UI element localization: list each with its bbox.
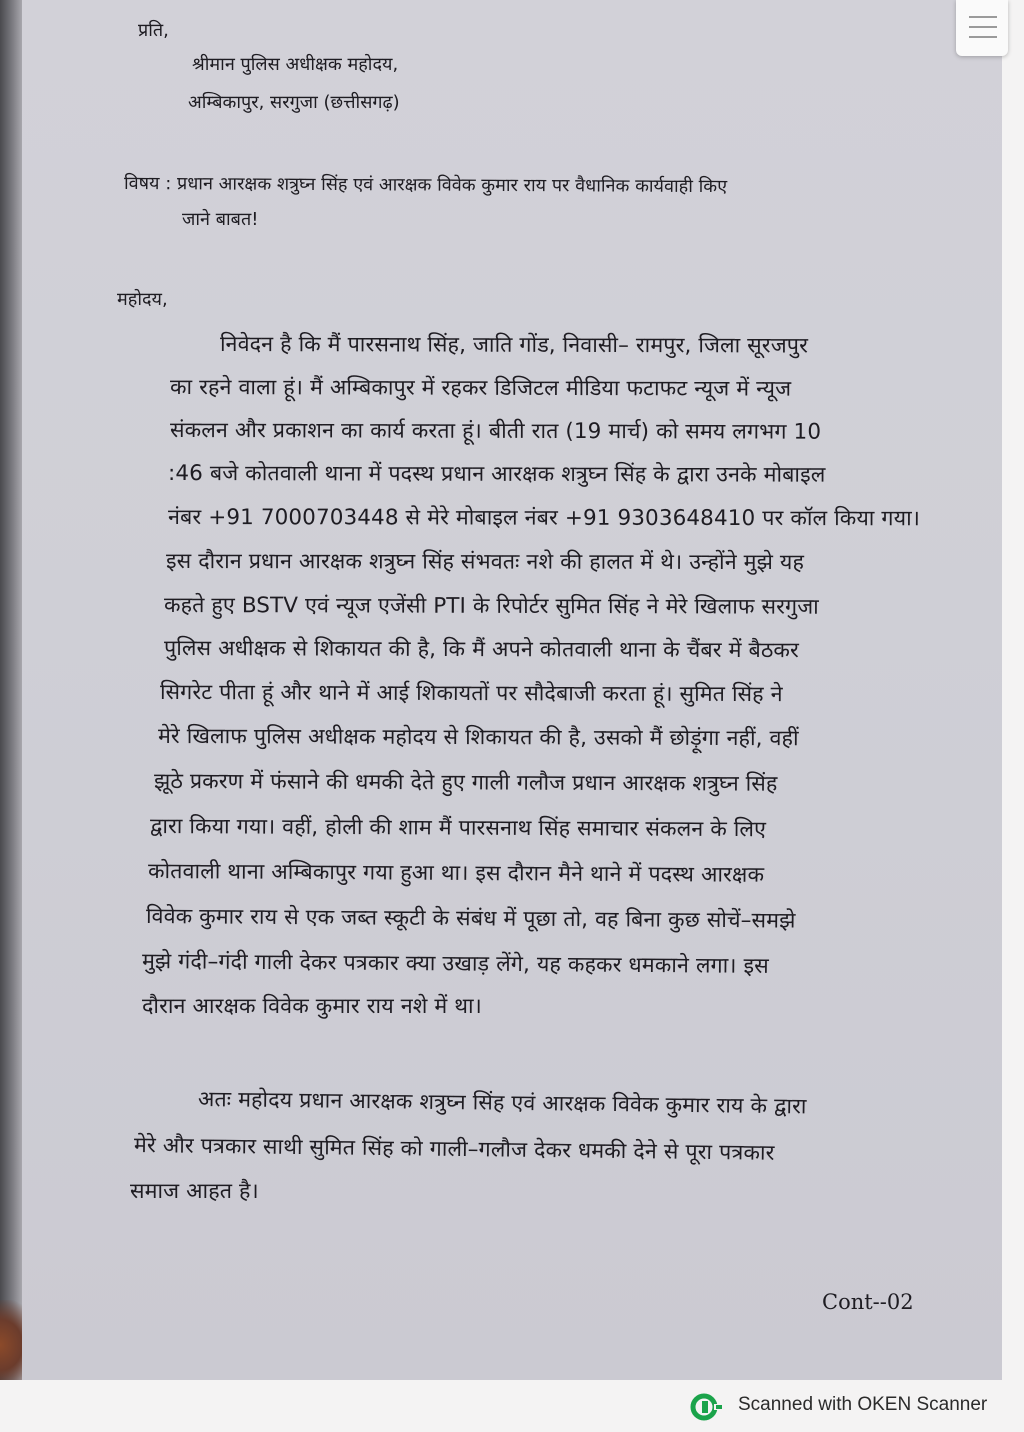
closing-line: अतः महोदय प्रधान आरक्षक शत्रुघ्न सिंह एवं आरक्षक विवेक कुमार राय के द्वारा <box>197 1087 807 1120</box>
to-label: प्रति, <box>138 20 169 41</box>
body-line: संकलन और प्रकाशन का कार्य करता हूं। बीती रात (19 मार्च) को समय लगभग 10 <box>169 418 822 445</box>
closing-line: मेरे और पत्रकार साथी सुमित सिंह को गाली–गलौज देकर धमकी देने से पूरा पत्रकार <box>133 1133 775 1166</box>
body-line: मुझे गंदी–गंदी गाली देकर पत्रकार क्या उखाड़ लेंगे, यह कहकर धमकाने लगा। इस <box>141 949 769 979</box>
body-line: द्वारा किया गया। वहीं, होली की शाम मैं पारसनाथ सिंह समाचार संकलन के लिए <box>149 814 767 843</box>
salutation: महोदय, <box>117 289 168 310</box>
body-line: मेरे खिलाफ पुलिस अधीक्षक महोदय से शिकायत की है, उसको मैं छोड़ूंगा नहीं, वहीं <box>157 724 799 752</box>
body-line: नंबर +91 7000703448 से मेरे मोबाइल नंबर +91 9303648410 पर कॉल किया गया। <box>167 505 921 532</box>
body-line: विवेक कुमार राय से एक जब्त स्कूटी के संबंध में पूछा तो, वह बिना कुछ सोचें–समझे <box>145 904 796 934</box>
body-line: सिगरेट पीता हूं और थाने में आई शिकायतों पर सौदेबाजी करता हूं। सुमित सिंह ने <box>159 680 783 708</box>
body-line: :46 बजे कोतवाली थाना में पदस्थ प्रधान आरक्षक शत्रुघ्न सिंह के द्वारा उनके मोबाइल <box>167 461 826 488</box>
continuation-marker: Cont--02 <box>822 1290 914 1314</box>
addressee-line-2: अम्बिकापुर, सरगुजा (छत्तीसगढ़) <box>188 92 400 113</box>
body-line: झूठे प्रकरण में फंसाने की धमकी देते हुए गाली गलौज प्रधान आरक्षक शत्रुघ्न सिंह <box>153 769 778 797</box>
body-line: इस दौरान प्रधान आरक्षक शत्रुघ्न सिंह संभवतः नशे की हालत में थे। उन्होंने मुझे यह <box>165 549 805 576</box>
closing-line: समाज आहत है। <box>130 1179 259 1204</box>
subject-line-2: जाने बाबत! <box>182 209 259 230</box>
body-line: निवेदन है कि मैं पारसनाथ सिंह, जाति गोंड, निवासी– रामपुर, जिला सूरजपुर <box>219 332 809 359</box>
body-line: पुलिस अधीक्षक से शिकायत की है, कि मैं अपने कोतवाली थाना के चैंबर में बैठकर <box>163 636 800 664</box>
body-line: दौरान आरक्षक विवेक कुमार राय नशे में था। <box>142 994 482 1019</box>
body-line: का रहने वाला हूं। मैं अम्बिकापुर में रहकर डिजिटल मीडिया फटाफट न्यूज में न्यूज <box>169 375 792 402</box>
scanned-letter-page <box>22 0 1002 1380</box>
scanner-watermark-label: Scanned with OKEN Scanner <box>738 1394 988 1415</box>
subject-line-1: विषय : प्रधान आरक्षक शत्रुघ्न सिंह एवं आरक्षक विवेक कुमार राय पर वैधानिक कार्यवाही किए <box>123 173 728 198</box>
document-left-edge <box>0 0 22 1380</box>
viewer-menu-button[interactable] <box>956 0 1008 56</box>
addressee-line-1: श्रीमान पुलिस अधीक्षक महोदय, <box>192 54 399 75</box>
body-line: कोतवाली थाना अम्बिकापुर गया हुआ था। इस दौरान मैने थाने में पदस्थ आरक्षक <box>147 859 765 888</box>
body-line: कहते हुए BSTV एवं न्यूज एजेंसी PTI के रिपोर्टर सुमित सिंह ने मेरे खिलाफ सरगुजा <box>163 593 819 620</box>
oken-scanner-logo-icon <box>690 1393 724 1421</box>
